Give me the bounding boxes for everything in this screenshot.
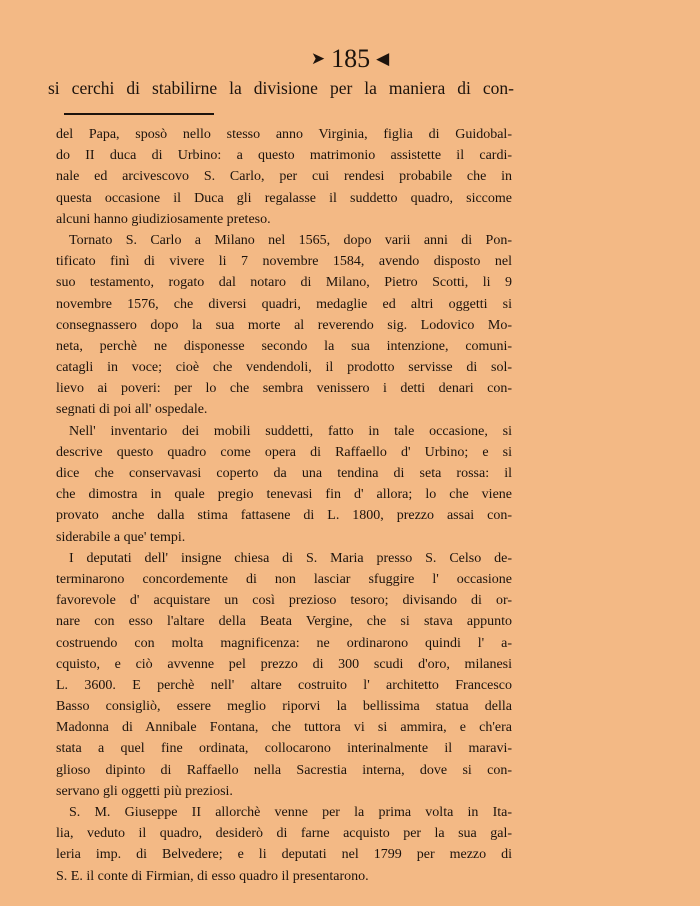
footnote-line: costruendo con molta magnificenza: ne ordinarono quindi l' a- [56, 635, 512, 651]
footnote-line: servano gli oggetti più preziosi. [56, 783, 233, 799]
footnote-line: L. 3600. E perchè nell' altare costruito l' architetto Francesco [56, 677, 512, 693]
footnote-line: Tornato S. Carlo a Milano nel 1565, dopo varii anni di Pon- [69, 232, 512, 248]
footnote-line: lia, veduto il quadro, desiderò di farne acquisto per la sua gal- [56, 826, 512, 842]
footnote-line: segnati di poi all' ospedale. [56, 402, 208, 418]
footnote-line: dice che conservavasi coperto da una tendina di seta rossa: il [56, 466, 512, 481]
footnote-line: S. M. Giuseppe II allorchè venne per la prima volta in Ita- [69, 805, 512, 820]
footnote-line: del Papa, sposò nello stesso anno Virginia, figlia di Guidobal- [56, 127, 512, 142]
footnote-line: glioso dipinto di Raffaello nella Sacrestia interna, dove si con- [56, 762, 512, 778]
footnote-line: Basso consigliò, essere meglio riporvi la bellissima statua della [56, 699, 512, 715]
footnote-line: Madonna di Annibale Fontana, che tuttora vi si ammira, e ch'era [56, 720, 512, 736]
footnote-line: lievo ai poveri: per lo che sembra venissero i detti denari con- [56, 381, 512, 397]
left-ornament-icon: ➤ [310, 49, 326, 68]
footnote-rule [64, 113, 214, 115]
footnote-line: nale ed arcivescovo S. Carlo, per cui rendesi probabile che in [56, 169, 512, 185]
footnote-line: nare con esso l'altare della Beata Vergine, che si stava appunto [56, 614, 512, 630]
footnote-line: S. E. il conte di Firmian, di esso quadro il presentarono. [56, 868, 369, 884]
footnote-line: alcuni hanno giudiziosamente preteso. [56, 211, 271, 227]
footnote-line: favorevole d' acquistare un così prezioso tesoro; divisando di or- [56, 593, 512, 609]
footnote-line: terminarono concordemente di non lasciar sfuggire l' occasione [56, 571, 512, 587]
page-number: 185 [331, 44, 371, 73]
footnote-line: novembre 1576, che diversi quadri, medaglie ed altri oggetti si [56, 296, 512, 312]
footnote-line: consegnassero dopo la sua morte al reverendo sig. Lodovico Mo- [56, 317, 512, 333]
footnote-line: cquisto, e ciò avvenne pel prezzo di 300 scudi d'oro, milanesi [56, 656, 512, 672]
footnote-line: do II duca di Urbino: a questo matrimonio assistette il cardi- [56, 148, 512, 164]
footnote-line: stata a quel fine ordinata, collocarono interinalmente il maravi- [56, 741, 512, 757]
footnote-line: catagli in voce; cioè che vendendoli, il prodotto servisse di sol- [56, 360, 512, 376]
footnote-line: leria imp. di Belvedere; e li deputati nel 1799 per mezzo di [56, 847, 512, 863]
footnote-line: Nell' inventario dei mobili suddetti, fatto in tale occasione, si [69, 423, 512, 439]
footnote-line: I deputati dell' insigne chiesa di S. Maria presso S. Celso de- [69, 550, 512, 566]
right-ornament-icon: ◀ [376, 49, 390, 68]
footnote-text [56, 124, 512, 887]
footnote-line: neta, perchè ne disponesse secondo la sua intenzione, comuni- [56, 338, 512, 354]
footnote-line: tificato finì di vivere li 7 novembre 1584, avendo disposto nel [56, 254, 512, 270]
footnote-line: siderabile a que' tempi. [56, 529, 186, 545]
footnote-line: che dimostra in quale pregio tenevasi fin d' allora; lo che viene [56, 487, 512, 503]
footnote-line: provato anche dalla stima fattasene di L. 1800, prezzo assai con- [56, 508, 512, 524]
continuation-line: si cerchi di stabilirne la divisione per la maniera di con- [48, 78, 514, 98]
page-header [0, 44, 700, 74]
footnote-line: questa occasione il Duca gli regalasse il suddetto quadro, siccome [56, 190, 512, 206]
footnote-line: suo testamento, rogato dal notaro di Milano, Pietro Scotti, li 9 [56, 275, 512, 291]
footnote-line: descrive questo quadro come opera di Raffaello d' Urbino; e si [56, 444, 512, 460]
